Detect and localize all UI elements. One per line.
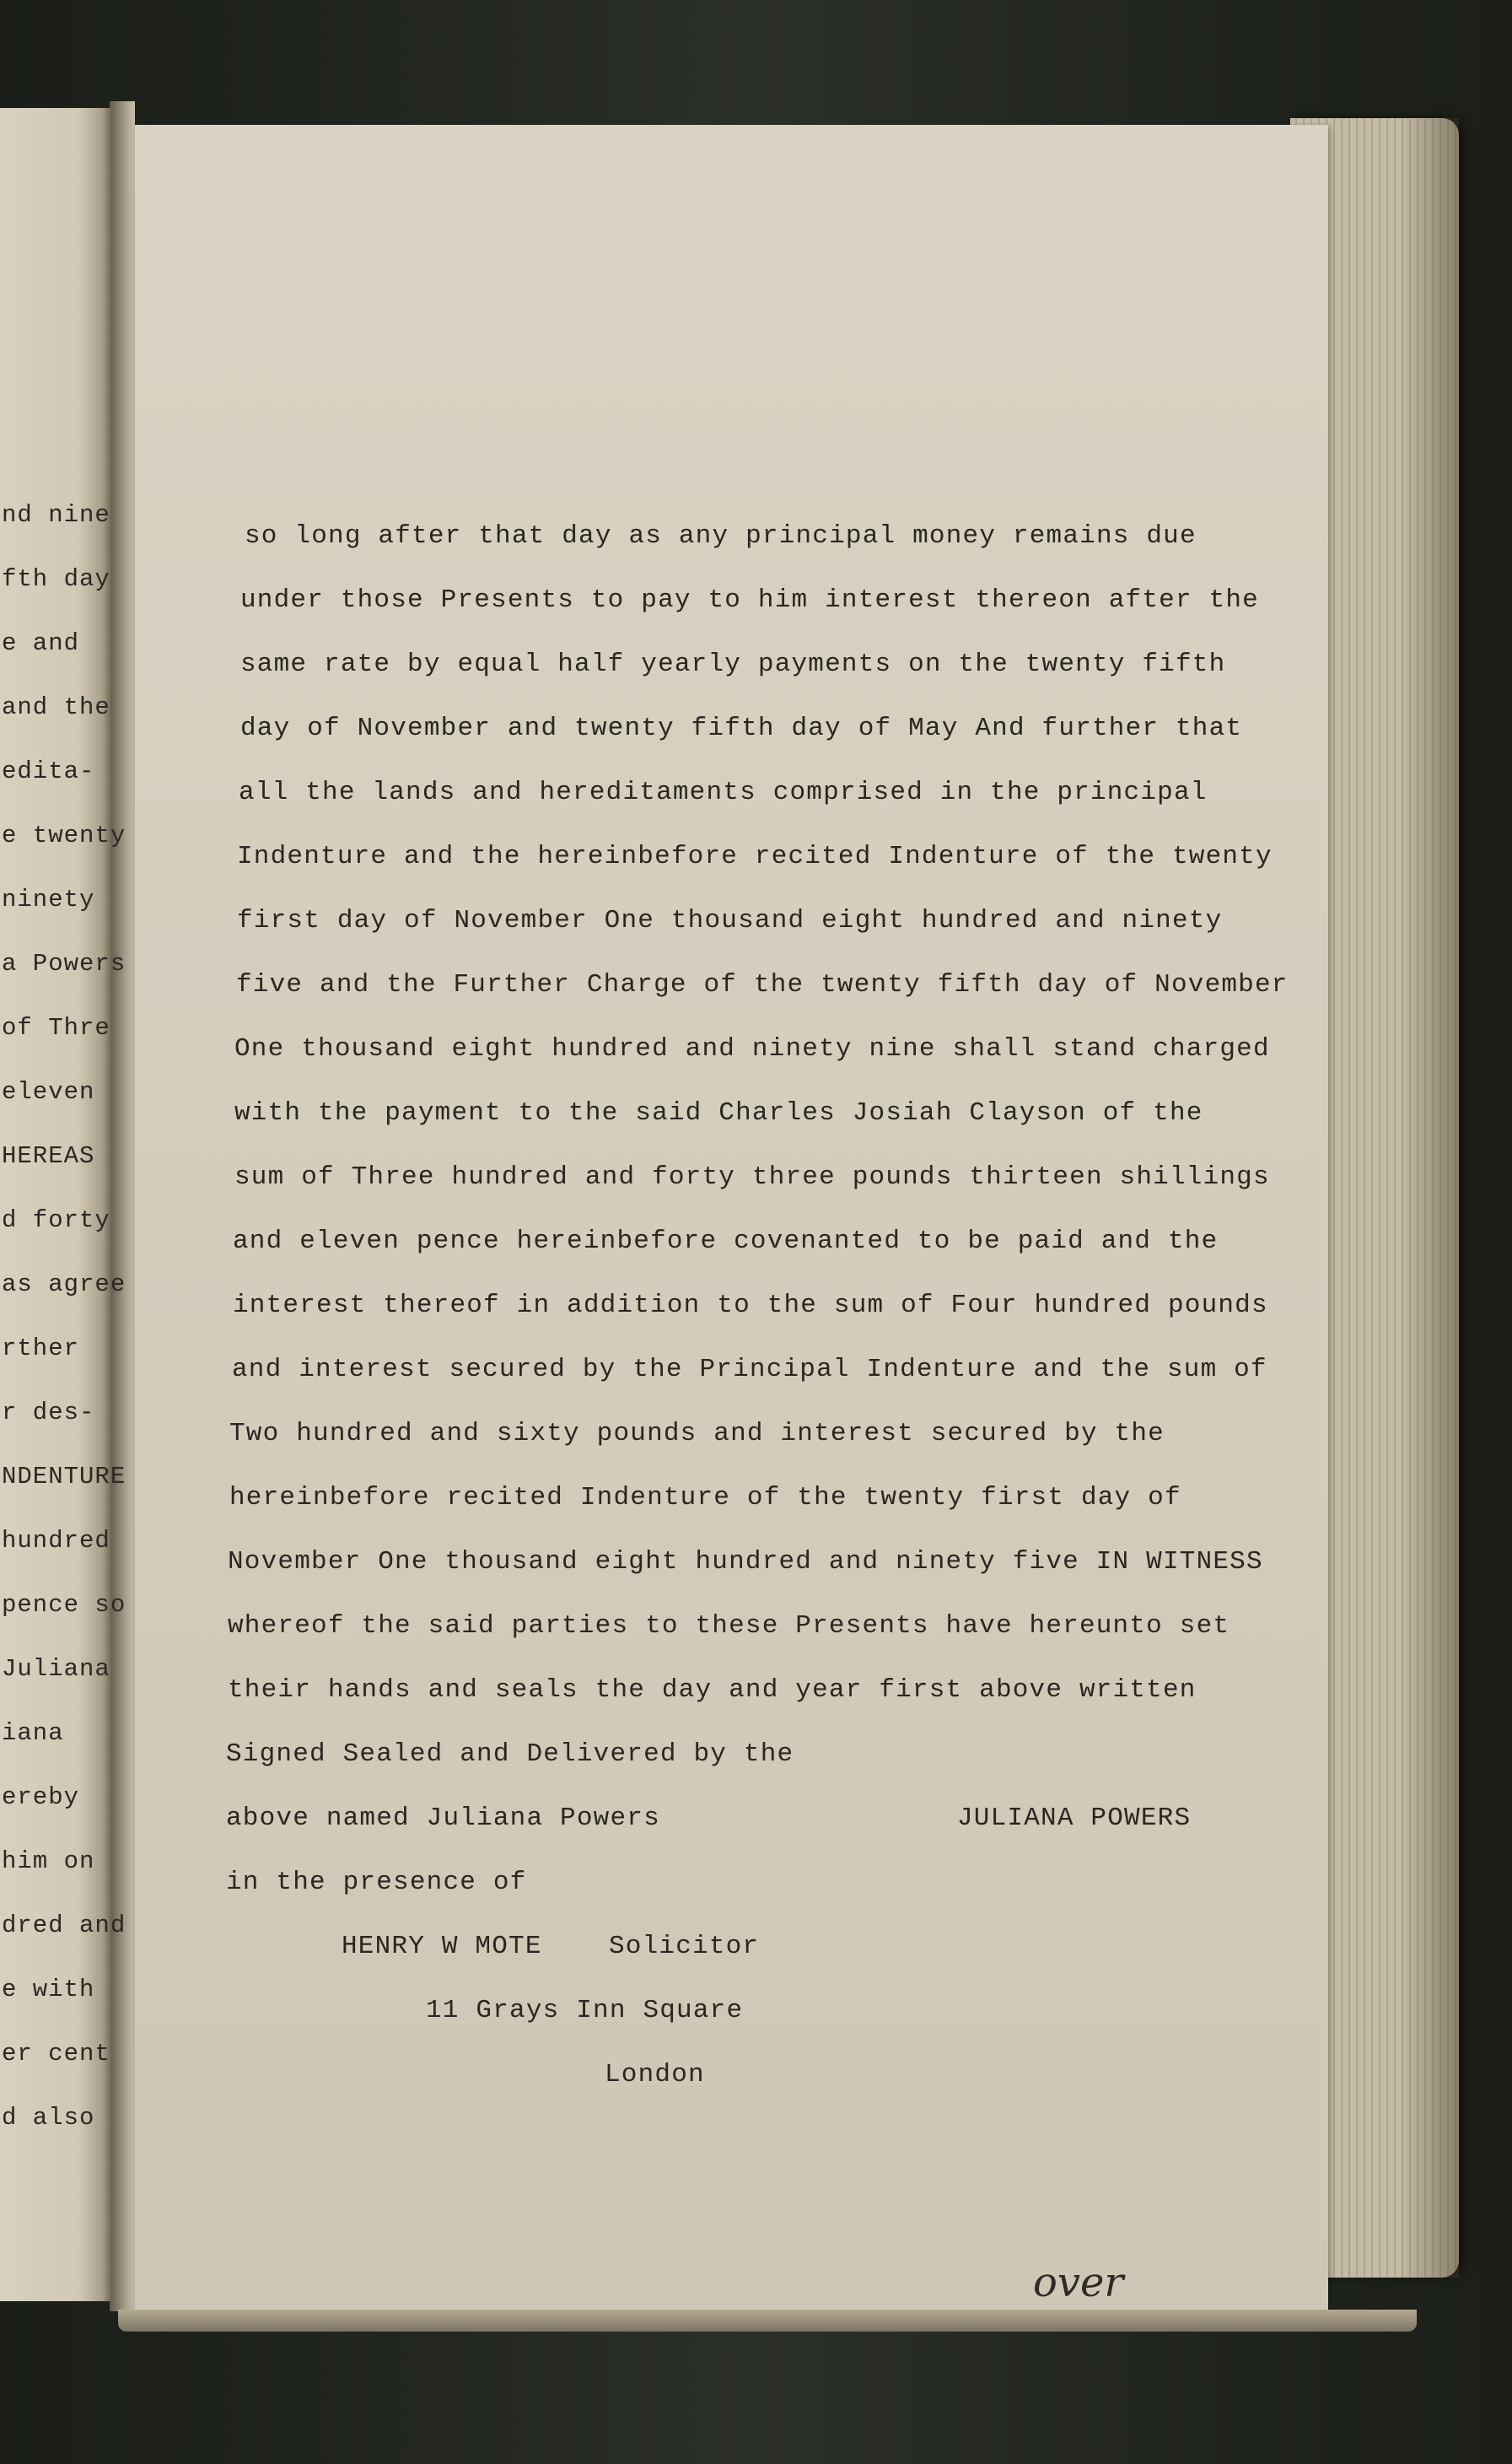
left-fragment: d forty xyxy=(2,1206,110,1234)
left-fragment: nd nine xyxy=(2,501,110,529)
left-fragment: pence so xyxy=(2,1591,126,1619)
execution-line: in the presence of xyxy=(226,1868,527,1897)
body-line: hereinbefore recited Indenture of the twenty first day of xyxy=(229,1483,1181,1512)
body-line: five and the Further Charge of the twenty fifth day of November xyxy=(236,970,1289,1000)
left-fragment: d also xyxy=(2,2104,95,2132)
body-line: and eleven pence hereinbefore covenanted to be paid and the xyxy=(233,1227,1219,1256)
signatory-name: JULIANA POWERS xyxy=(957,1804,1192,1833)
body-line: same rate by equal half yearly payments on the twenty fifth xyxy=(240,650,1226,679)
left-fragment: of Thre xyxy=(2,1014,110,1042)
book-bottom-edge xyxy=(118,2310,1417,2332)
left-page xyxy=(0,108,126,2301)
body-line: first day of November One thousand eight hundred and ninety xyxy=(237,906,1223,935)
left-fragment: e twenty xyxy=(2,822,126,849)
body-line: Two hundred and sixty pounds and interest secured by the xyxy=(229,1419,1165,1448)
left-fragment: HEREAS xyxy=(2,1142,95,1170)
body-line: with the payment to the said Charles Josiah Clayson of the xyxy=(234,1098,1203,1128)
left-fragment: ereby xyxy=(2,1783,80,1811)
left-fragment: him on xyxy=(2,1847,95,1875)
left-fragment: edita- xyxy=(2,758,95,785)
left-fragment: as agree xyxy=(2,1270,126,1298)
left-fragment: hundred xyxy=(2,1527,110,1555)
left-fragment: rther xyxy=(2,1334,80,1362)
body-line: so long after that day as any principal money remains due xyxy=(245,521,1197,551)
left-fragment: dred and xyxy=(2,1911,126,1939)
book-gutter xyxy=(110,101,135,2311)
left-fragment: e with xyxy=(2,1976,95,2003)
left-fragment: e and xyxy=(2,629,80,657)
body-line: day of November and twenty fifth day of May And further that xyxy=(240,714,1243,743)
left-fragment: fth day xyxy=(2,565,110,593)
left-fragment: ninety xyxy=(2,886,95,914)
body-line: their hands and seals the day and year first above written xyxy=(228,1675,1197,1705)
execution-line: above named Juliana Powers xyxy=(226,1804,660,1833)
body-line: under those Presents to pay to him interest thereon after the xyxy=(240,585,1259,615)
left-fragment: eleven xyxy=(2,1078,95,1106)
body-line: One thousand eight hundred and ninety nine shall stand charged xyxy=(234,1034,1270,1064)
witness-name: HENRY W MOTE xyxy=(342,1932,542,1961)
left-fragment: and the xyxy=(2,693,110,721)
body-line: and interest secured by the Principal Indenture and the sum of xyxy=(232,1355,1267,1384)
left-fragment: a Powers xyxy=(2,950,126,978)
left-fragment: iana xyxy=(2,1719,64,1747)
witness-city: London xyxy=(605,2060,705,2089)
body-line: whereof the said parties to these Presents have hereunto set xyxy=(228,1611,1230,1641)
body-line: November One thousand eight hundred and ninety five IN WITNESS xyxy=(228,1547,1263,1577)
execution-line: Signed Sealed and Delivered by the xyxy=(226,1739,794,1769)
body-line: sum of Three hundred and forty three pounds thirteen shillings xyxy=(234,1162,1270,1192)
handwritten-note: over xyxy=(1033,2259,1124,2306)
left-fragment: r des- xyxy=(2,1399,95,1426)
witness-role: Solicitor xyxy=(609,1932,760,1961)
left-fragment: er cent xyxy=(2,2040,110,2068)
body-line: Indenture and the hereinbefore recited Indenture of the twenty xyxy=(237,842,1273,871)
body-line: interest thereof in addition to the sum of Four hundred pounds xyxy=(233,1291,1268,1320)
left-fragment: Juliana xyxy=(2,1655,110,1683)
witness-address: 11 Grays Inn Square xyxy=(426,1996,744,2025)
right-page xyxy=(135,125,1328,2310)
left-fragment: NDENTURE xyxy=(2,1463,126,1491)
body-line: all the lands and hereditaments comprised in the principal xyxy=(239,778,1208,807)
